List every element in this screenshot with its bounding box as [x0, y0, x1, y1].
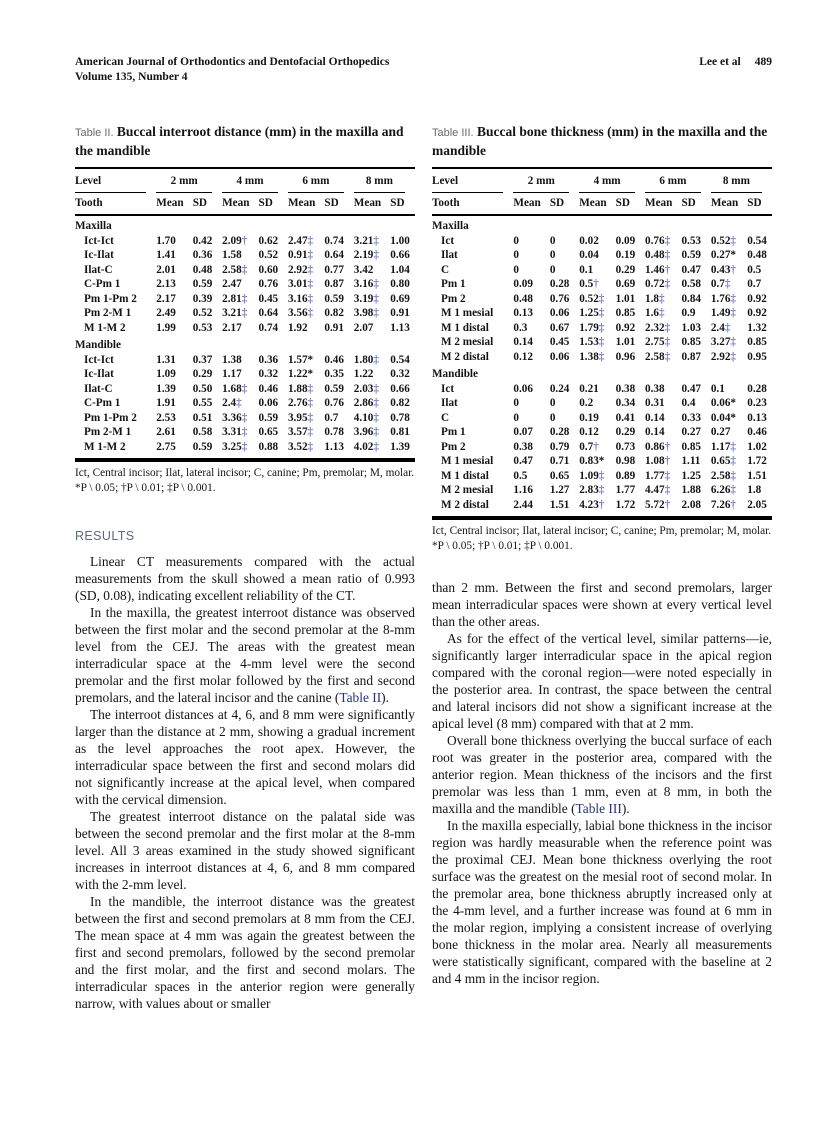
journal-volume: Volume 135, Number 4 [75, 71, 188, 83]
table-row: Ic-Ilat 1.09 0.29 1.17 0.32 1.22* 0.35 1.22 0.32 [84, 368, 410, 380]
paragraph: In the maxilla especially, labial bone thickness in the incisor region was hardly measurable when the reference point was the proximal CEJ. Mean bone thickness overlying the root surface was the greatest on the mesial root of second molar. In the premolar area, bone thickness abruptly increased only at the 4-mm level, and a further increase was found at 6 mm in the molar region, implying a consistent increase of overlying bone thickness in the molar area. Nearly all measurements were statistically significant, compared with the baseline at 2 and 4 mm in the incisor region. [432, 818, 772, 986]
group-header-6mm: 6 mm [288, 168, 354, 193]
abbreviation-footnote: Ict, Central incisor; Ilat, lateral incisor; C, canine; Pm, premolar; M, molar. [75, 467, 415, 479]
paragraph: As for the effect of the vertical level, similar patterns—ie, significantly larger interradicular space in the apical region compared with the coronal region—were noted especially in the posterior area. In contrast, the space between the central and lateral incisors did not show a significant increase at the apical level (8 mm) compared with that at 2 mm. [432, 631, 772, 731]
table-3-subheader-row [432, 193, 772, 216]
sd-header: SD [193, 193, 222, 216]
paragraph: In the mandible, the interroot distance was the greatest between the first and second premolars at 8 mm from the CEJ. The mean space at 4 mm was again the greatest between the first and second premolars, followed by the second premolar and the first molar, and the first and second molars. The interradicular spaces in the anterior region were generally narrow, with values about or smaller [75, 894, 415, 1011]
group-header-8mm: 8 mm [354, 168, 415, 193]
group-header-2mm: 2 mm [156, 168, 222, 193]
mean-header: Mean [513, 193, 549, 216]
table-2-grid [75, 167, 415, 460]
page-number: 489 [754, 56, 772, 68]
table-row: C-Pm 1 1.91 0.55 2.4‡ 0.06 2.76‡ 0.76 2.86‡ 0.82 [84, 397, 410, 409]
abbreviation-footnote: Ict, Central incisor; Ilat, lateral incisor; C, canine; Pm, premolar; M, molar. [432, 525, 772, 537]
right-column [432, 123, 772, 1012]
significance-footnote: *P \ 0.05; †P \ 0.01; ‡P \ 0.001. [432, 539, 573, 552]
table-row: Pm 1-Pm 2 2.53 0.51 3.36‡ 0.59 3.95‡ 0.7 4.10‡ 0.78 [84, 411, 410, 424]
table-section-row: Maxilla [432, 220, 469, 232]
table-row: M 1 mesial 0.47 0.71 0.83* 0.98 1.08† 1.11 0.65‡ 1.72 [441, 455, 767, 467]
results-left-text [75, 553, 415, 1012]
table-row: M 2 distal 2.44 1.51 4.23† 1.72 5.72† 2.08 7.26† 2.05 [441, 498, 767, 511]
two-column-layout [75, 123, 772, 1012]
table-section-row: Mandible [432, 368, 479, 380]
results-heading: RESULTS [75, 529, 135, 543]
table-row: Ict-Ict 1.70 0.42 2.09† 0.62 2.47‡ 0.74 3.21‡ 1.00 [84, 234, 410, 247]
table-2-footnotes [75, 460, 415, 495]
table-row: M 2 mesial 0.14 0.45 1.53‡ 1.01 2.75‡ 0.85 3.27‡ 0.85 [441, 336, 767, 348]
table-row: Ilat-C 2.01 0.48 2.58‡ 0.60 2.92‡ 0.77 3.42 1.04 [84, 263, 410, 276]
mean-header: Mean [711, 193, 747, 216]
group-header-2mm: 2 mm [513, 168, 579, 193]
table-3-label: Table III. [432, 127, 474, 139]
table-row: Pm 1-Pm 2 2.17 0.39 2.81‡ 0.45 3.16‡ 0.59 3.19‡ 0.69 [84, 292, 410, 305]
mean-header: Mean [579, 193, 615, 216]
mean-header: Mean [222, 193, 258, 216]
table-row: M 2 mesial 1.16 1.27 2.83‡ 1.77 4.47‡ 1.88 6.26‡ 1.8 [441, 484, 762, 496]
table-row: Pm 2-M 1 2.49 0.52 3.21‡ 0.64 3.56‡ 0.82 3.98‡ 0.91 [84, 307, 410, 319]
table-2-label: Table II. [75, 127, 114, 139]
tooth-header: Tooth [75, 193, 156, 216]
tooth-header: Tooth [432, 193, 513, 216]
sd-header: SD [747, 193, 772, 216]
sd-header: SD [390, 193, 415, 216]
group-header-6mm: 6 mm [645, 168, 711, 193]
table-3-footnotes [432, 518, 772, 553]
table-row: Ilat 0 0 0.2 0.34 0.31 0.4 0.06* 0.23 [441, 397, 767, 409]
mean-header: Mean [156, 193, 192, 216]
left-column [75, 123, 415, 1012]
table-row: M 2 distal 0.12 0.06 1.38‡ 0.96 2.58‡ 0.87 2.92‡ 0.95 [441, 350, 767, 363]
table-row: M 1 distal 0.3 0.67 1.79‡ 0.92 2.32‡ 1.03 2.4‡ 1.32 [441, 321, 767, 334]
table-row: Pm 2 0.48 0.76 0.52‡ 1.01 1.8‡ 0.84 1.76‡ 0.92 [441, 292, 767, 305]
table-section-row: Maxilla [75, 220, 112, 232]
table-row: C-Pm 1 2.13 0.59 2.47 0.76 3.01‡ 0.87 3.16‡ 0.80 [84, 278, 410, 290]
table-3 [432, 123, 772, 553]
paragraph: The greatest interroot distance on the palatal side was between the second premolar and the first molar at the 8-mm level. All 3 areas examined in the study showed significant increases in interroot distances at 4, 6, and 8 mm compared with the 2-mm level. [75, 809, 415, 892]
table-row: M 1-M 2 1.99 0.53 2.17 0.74 1.92 0.91 2.07 1.13 [84, 321, 410, 334]
level-header: Level [432, 168, 513, 193]
table-row: M 1 distal 0.5 0.65 1.09‡ 0.89 1.77‡ 1.25 2.58‡ 1.51 [441, 469, 767, 482]
table-row: Ilat-C 1.39 0.50 1.68‡ 0.46 1.88‡ 0.59 2.03‡ 0.66 [84, 382, 410, 395]
table-row: M 1 mesial 0.13 0.06 1.25‡ 0.85 1.6‡ 0.9 1.49‡ 0.92 [441, 307, 767, 319]
mean-header: Mean [354, 193, 390, 216]
citation-and-page [699, 55, 772, 70]
paragraph: Linear CT measurements compared with the actual measurements from the skull showed a mean ratio of 0.993 (SD, 0.08), indicating excellent reliability of the CT. [75, 554, 415, 603]
sd-header: SD [324, 193, 353, 216]
table-2-body [75, 215, 415, 459]
table-2-level-row [75, 168, 415, 193]
table-3-caption [432, 123, 772, 159]
sd-header: SD [616, 193, 645, 216]
group-header-4mm: 4 mm [222, 168, 288, 193]
journal-identification [75, 55, 389, 85]
table-row: Pm 2 0.38 0.79 0.7† 0.73 0.86† 0.85 1.17‡ 1.02 [441, 440, 767, 453]
table-row: Ict 0 0 0.02 0.09 0.76‡ 0.53 0.52‡ 0.54 [441, 234, 767, 247]
group-header-8mm: 8 mm [711, 168, 772, 193]
table-row: C 0 0 0.19 0.41 0.14 0.33 0.04* 0.13 [441, 411, 767, 424]
table-3-grid [432, 167, 772, 518]
table-crossref-link[interactable]: Table II [339, 690, 382, 705]
sd-header: SD [259, 193, 288, 216]
paragraph: The interroot distances at 4, 6, and 8 mm were significantly larger than the distance at 2 mm, showing a gradual increment as the level approaches the root apex. However, the interradicular space between the first and second molars did not significantly increase at the apical level, when compared with the cervical dimension. [75, 707, 415, 807]
paragraph: In the maxilla, the greatest interroot distance was observed between the first molar and the second premolar at the 8-mm level from the CEJ. The areas with the greatest mean interradicular space at the 4-mm level were the second premolar and the first molar followed by the first and second premolars, and the lateral incisor and the canine (Table II). [75, 605, 415, 705]
table-row: Pm 1 0.09 0.28 0.5† 0.69 0.72‡ 0.58 0.7‡ 0.7 [441, 278, 762, 290]
author-citation: Lee et al [699, 56, 741, 68]
level-header: Level [75, 168, 156, 193]
paragraph: Overall bone thickness overlying the buccal surface of each root was greater in the posterior area, compared with the anterior region. Mean thickness of the incisors and the first premolar was less than 1 mm, even at 8 mm, in both the maxilla and the mandible (Table III). [432, 733, 772, 816]
group-header-4mm: 4 mm [579, 168, 645, 193]
table-2 [75, 123, 415, 495]
table-2-subheader-row [75, 193, 415, 216]
table-row: M 1-M 2 2.75 0.59 3.25‡ 0.88 3.52‡ 1.13 4.02‡ 1.39 [84, 440, 410, 453]
table-row: Pm 2-M 1 2.61 0.58 3.31‡ 0.65 3.57‡ 0.78 3.96‡ 0.81 [84, 426, 410, 438]
table-3-level-row [432, 168, 772, 193]
table-row: Ilat 0 0 0.04 0.19 0.48‡ 0.59 0.27* 0.48 [441, 249, 767, 261]
paragraph: than 2 mm. Between the first and second premolars, larger mean interradicular spaces were shown at every vertical level than the other areas. [432, 580, 772, 629]
table-row: Ict-Ict 1.31 0.37 1.38 0.36 1.57* 0.46 1.80‡ 0.54 [84, 353, 410, 366]
mean-header: Mean [288, 193, 324, 216]
table-3-body [432, 215, 772, 517]
journal-title: American Journal of Orthodontics and Dentofacial Orthopedics [75, 56, 390, 68]
table-row: Ict 0.06 0.24 0.21 0.38 0.38 0.47 0.1 0.28 [441, 382, 767, 395]
sd-header: SD [681, 193, 710, 216]
table-row: C 0 0 0.1 0.29 1.46† 0.47 0.43† 0.5 [441, 263, 762, 276]
mean-header: Mean [645, 193, 681, 216]
table-row: Ic-Ilat 1.41 0.36 1.58 0.52 0.91‡ 0.64 2.19‡ 0.66 [84, 249, 410, 261]
results-right-text [432, 579, 772, 987]
table-crossref-link[interactable]: Table III [575, 801, 622, 816]
table-row: Pm 1 0.07 0.28 0.12 0.29 0.14 0.27 0.27 0.46 [441, 426, 767, 438]
running-head [75, 55, 772, 85]
table-2-title: Buccal interroot distance (mm) in the maxilla and the mandible [75, 124, 404, 158]
sd-header: SD [550, 193, 579, 216]
table-2-caption [75, 123, 415, 159]
table-section-row: Mandible [75, 339, 122, 351]
table-3-title: Buccal bone thickness (mm) in the maxilla and the mandible [432, 124, 768, 158]
significance-footnote: *P \ 0.05; †P \ 0.01; ‡P \ 0.001. [75, 481, 216, 494]
